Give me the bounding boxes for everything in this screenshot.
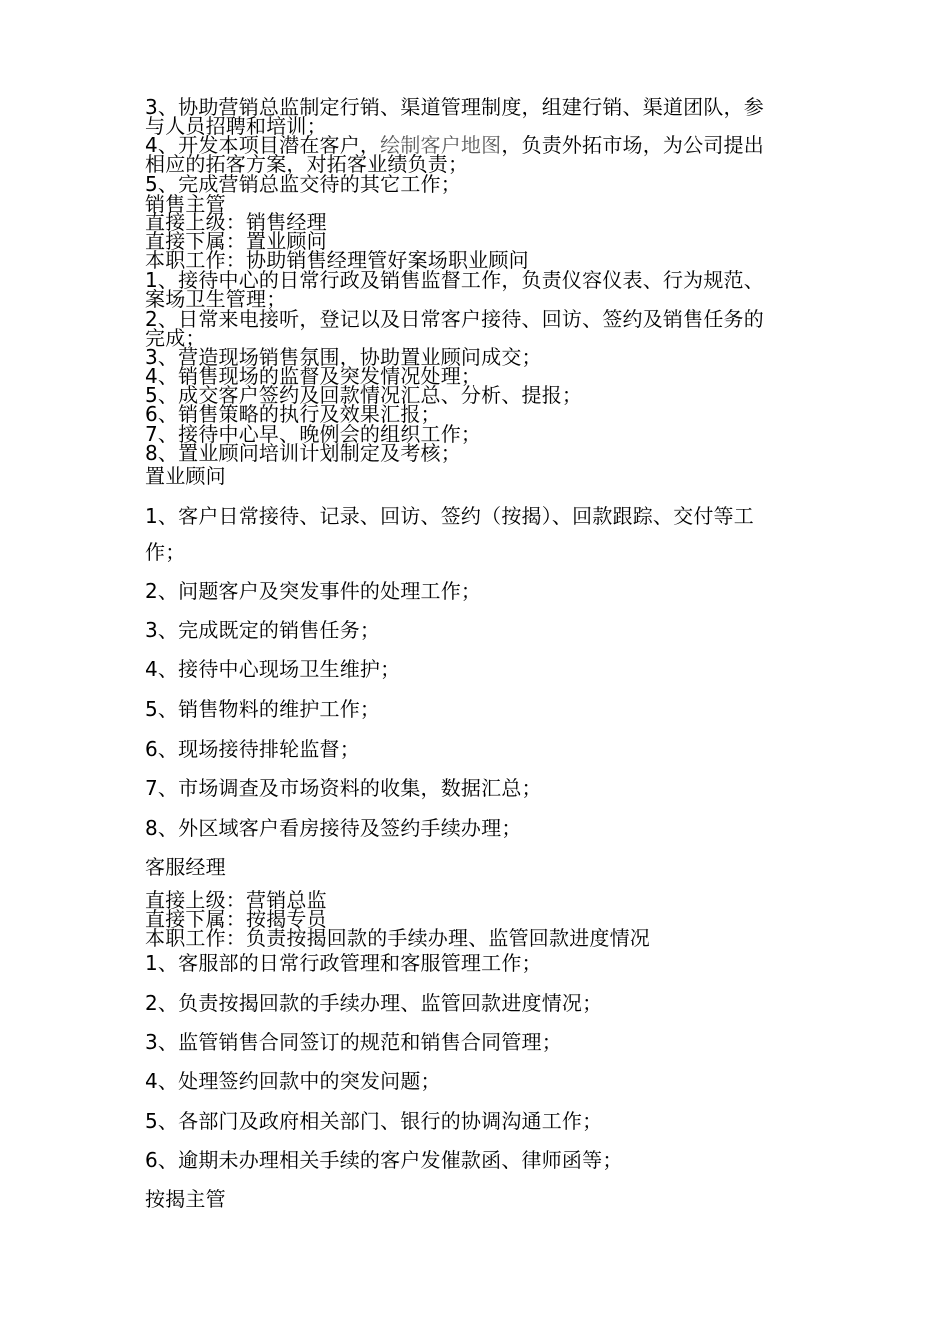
list-item: 8、外区域客户看房接待及签约手续办理；: [145, 816, 522, 840]
job-duty: 本职工作：负责按揭回款的手续办理、监管回款进度情况: [145, 926, 650, 950]
direct-subordinate: 直接下属：置业顾问: [145, 229, 327, 253]
text-line: 与人员招聘和培训；: [145, 114, 327, 138]
list-item: 5、各部门及政府相关部门、银行的协调沟通工作；: [145, 1109, 603, 1133]
direct-superior: 直接上级：销售经理: [145, 210, 327, 234]
text-fragment: ，负责外拓市场，为公司提出: [501, 133, 764, 157]
list-item: 6、销售策略的执行及效果汇报；: [145, 402, 441, 426]
list-item: 3、营造现场销售氛围，协助置业顾问成交；: [145, 345, 542, 369]
list-item: 7、市场调查及市场资料的收集，数据汇总；: [145, 776, 542, 800]
text-line: 相应的拓客方案，对拓客业绩负责；: [145, 152, 469, 176]
highlighted-phrase: 绘制客户地图: [380, 133, 502, 157]
list-item: 6、逾期未办理相关手续的客户发催款函、律师函等；: [145, 1148, 623, 1172]
list-item: 1、接待中心的日常行政及销售监督工作，负责仪容仪表、行为规范、: [145, 268, 764, 292]
list-item: 1、客服部的日常行政管理和客服管理工作；: [145, 951, 542, 975]
text-line: 3、协助营销总监制定行销、渠道管理制度，组建行销、渠道团队，参: [145, 95, 764, 119]
list-item: 案场卫生管理；: [145, 287, 287, 311]
list-item: 作；: [145, 540, 186, 564]
list-item: 2、负责按揭回款的手续办理、监管回款进度情况；: [145, 991, 603, 1015]
list-item: 1、客户日常接待、记录、回访、签约（按揭）、回款跟踪、交付等工: [145, 504, 754, 528]
list-item: 7、接待中心早、晚例会的组织工作；: [145, 422, 482, 446]
list-item: 3、监管销售合同签订的规范和销售合同管理；: [145, 1030, 562, 1054]
list-item: 5、销售物料的维护工作；: [145, 697, 381, 721]
list-item: 2、问题客户及突发事件的处理工作；: [145, 579, 482, 603]
list-item: 3、完成既定的销售任务；: [145, 618, 381, 642]
list-item: 完成；: [145, 326, 206, 350]
list-item: 4、处理签约回款中的突发问题；: [145, 1069, 441, 1093]
list-item: 8、置业顾问培训计划制定及考核；: [145, 441, 461, 465]
section-heading-sales-supervisor: 销售主管: [145, 192, 226, 216]
list-item: 6、现场接待排轮监督；: [145, 737, 360, 761]
direct-superior: 直接上级：营销总监: [145, 888, 327, 912]
list-item: 5、成交客户签约及回款情况汇总、分析、提报；: [145, 383, 583, 407]
section-heading-mortgage-supervisor: 按揭主管: [145, 1187, 226, 1211]
section-heading-consultant: 置业顾问: [145, 464, 226, 488]
job-duty: 本职工作：协助销售经理管好案场职业顾问: [145, 248, 529, 272]
list-item: 2、日常来电接听，登记以及日常客户接待、回访、签约及销售任务的: [145, 307, 764, 331]
text-line: 5、完成营销总监交待的其它工作；: [145, 172, 461, 196]
text-fragment: 4、开发本项目潜在客户，: [145, 133, 381, 157]
section-heading-cs-manager: 客服经理: [145, 855, 226, 879]
list-item: 4、销售现场的监督及突发情况处理；: [145, 364, 482, 388]
list-item: 4、接待中心现场卫生维护；: [145, 657, 401, 681]
direct-subordinate: 直接下属：按揭专员: [145, 907, 327, 931]
